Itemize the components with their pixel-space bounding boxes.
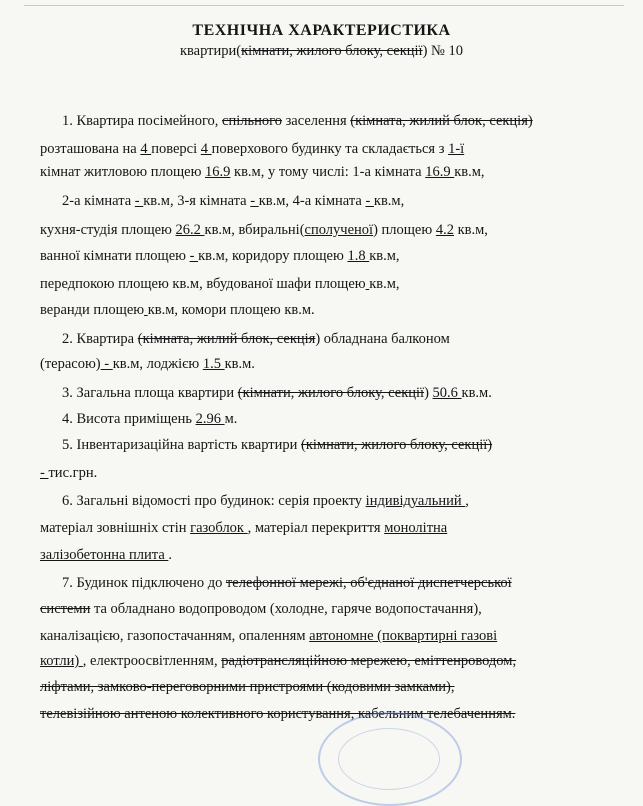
line-text: передпокою площею: [40, 276, 173, 292]
struck-text: (кімната, жилий блок, секція): [350, 113, 533, 129]
struck-text: ліфтами, замково-переговорними пристроями (кодовими замками),: [40, 679, 455, 695]
document-line: [40, 653, 516, 670]
filled-value: сполученої: [304, 222, 374, 238]
line-text: кв.м, комори площею: [147, 302, 285, 318]
line-text: , матеріал перекриття: [247, 520, 385, 536]
filled-value: -: [365, 193, 374, 209]
document-line: [40, 706, 515, 723]
document-line: [62, 575, 512, 592]
seal-stamp: [318, 712, 462, 806]
line-text: кв.м.: [461, 385, 492, 401]
line-text: кв.м, 3-я кімната: [143, 193, 251, 209]
document-line: [40, 276, 400, 293]
document-line: [62, 331, 450, 348]
filled-value: 16.9: [205, 164, 231, 180]
line-text: кв.м,: [369, 276, 400, 292]
document-line: [62, 193, 404, 210]
line-text: 2-а кімната: [62, 193, 135, 209]
line-text: 6. Загальні відомості про будинок: серія проекту: [62, 493, 366, 509]
filled-value: 2.96: [195, 411, 225, 427]
struck-text: телефонної мережі, об'єднаної диспетчерської: [225, 575, 512, 591]
filled-value: 1.8: [347, 248, 370, 264]
filled-value: 4: [140, 141, 152, 157]
line-text: матеріал зовнішніх стін: [40, 520, 191, 536]
struck-text: (кімнати, жилого блоку, секції: [237, 385, 425, 401]
line-text: кв.м, у тому числі: 1-а кімната: [230, 164, 426, 180]
line-text: ванної кімнати площею: [40, 248, 190, 264]
filled-value: газоблок: [190, 520, 248, 536]
document-line: [40, 248, 400, 265]
line-text: 1. Квартира посімейного,: [62, 113, 223, 129]
document-line: [62, 411, 237, 428]
document-title: ТЕХНІЧНА ХАРАКТЕРИСТИКА: [192, 22, 451, 39]
document-line: [40, 628, 497, 645]
subtitle-struck: кімнати, жилого блоку, секції: [241, 43, 423, 59]
filled-value: -: [134, 193, 144, 209]
line-text: (терасою): [40, 356, 101, 372]
line-text: 2. Квартира: [62, 331, 138, 347]
filled-value: -: [189, 248, 199, 264]
line-text: заселення: [281, 113, 351, 129]
document-line: [40, 520, 447, 537]
line-text: кухня-студія площею: [40, 222, 176, 238]
filled-value: 1.5: [202, 356, 225, 372]
scan-top-edge: [24, 5, 624, 6]
filled-value: 4: [200, 141, 212, 157]
line-text: кв.м.: [224, 356, 255, 372]
line-text: ) обладнана балконом: [315, 331, 450, 347]
document-line: [40, 601, 482, 618]
document-line: [40, 222, 488, 239]
line-text: кв.м, вбудованої шафи площею: [172, 276, 366, 292]
line-text: 7. Будинок підключено до: [62, 575, 226, 591]
line-text: каналізацією, газопостачанням, опаленням: [40, 628, 310, 644]
document-line: [40, 164, 485, 181]
line-text: тис.грн.: [48, 465, 98, 481]
struck-text: спільного: [222, 113, 282, 129]
filled-value: 1-ї: [448, 141, 465, 157]
struck-text: телевізійною антеною колективного користування, кабельним телебаченням.: [40, 706, 516, 722]
filled-value: -: [40, 465, 49, 481]
line-text: кв.м, вбиральні(: [204, 222, 305, 238]
struck-text: системи: [40, 601, 91, 617]
filled-value: 16.9: [425, 164, 455, 180]
line-text: кв.м,: [373, 193, 405, 209]
filled-value: монолітна: [384, 520, 448, 536]
filled-value: 50.6: [432, 385, 462, 401]
filled-value: котли): [40, 653, 83, 669]
line-text: кв.м, коридору площею: [198, 248, 348, 264]
subtitle-suffix: ) № 10: [422, 43, 463, 59]
document-line: [40, 302, 315, 319]
document-line: [62, 493, 469, 510]
line-text: поверсі: [151, 141, 201, 157]
line-text: розташована на: [40, 141, 141, 157]
line-text: поверхового будинку та складається з: [211, 141, 449, 157]
document-line: [62, 113, 533, 130]
filled-value: автономне (поквартирні газові: [309, 628, 498, 644]
line-text: кв.м,: [453, 222, 488, 238]
line-text: , електроосвітленням,: [82, 653, 222, 669]
struck-text: радіотрансляційною мережею, еміттенроводом,: [221, 653, 517, 669]
line-text: .: [168, 547, 173, 563]
document-line: [40, 465, 97, 482]
line-text: ): [424, 385, 433, 401]
document-line: [40, 356, 255, 373]
line-text: та обладнано водопроводом (холодне, гаряче водопостачання),: [90, 601, 482, 617]
line-text: кв.м, лоджією: [112, 356, 203, 372]
document-subtitle: [0, 43, 643, 60]
document-line: [62, 437, 492, 454]
line-text: кв.м.: [284, 302, 315, 318]
line-text: 4. Висота приміщень: [62, 411, 196, 427]
line-text: 3. Загальна площа квартири: [62, 385, 238, 401]
filled-value: 4.2: [435, 222, 454, 238]
line-text: кв.м,: [454, 164, 485, 180]
line-text: м.: [224, 411, 238, 427]
struck-text: (кімната, жилий блок, секція: [137, 331, 316, 347]
line-text: кв.м,: [369, 248, 400, 264]
line-text: веранди площею: [40, 302, 145, 318]
filled-value: залізобетонна плита: [40, 547, 169, 563]
document-line: [40, 679, 455, 696]
filled-value: -: [100, 356, 113, 372]
subtitle-prefix: квартири(: [179, 43, 242, 59]
line-text: кімнат житловою площею: [40, 164, 206, 180]
filled-value: 26.2: [175, 222, 205, 238]
line-text: ) площею: [373, 222, 436, 238]
seal-stamp-inner: [338, 728, 440, 790]
line-text: ,: [465, 493, 469, 509]
filled-value: індивідуальний: [365, 493, 466, 509]
document-line: [62, 385, 492, 402]
line-text: кв.м, 4-а кімната: [258, 193, 366, 209]
line-text: 5. Інвентаризаційна вартість квартири: [62, 437, 301, 453]
struck-text: (кімнати, жилого блоку, секції): [301, 437, 493, 453]
filled-value: -: [250, 193, 259, 209]
document-line: [40, 547, 172, 564]
document-line: [40, 141, 464, 158]
